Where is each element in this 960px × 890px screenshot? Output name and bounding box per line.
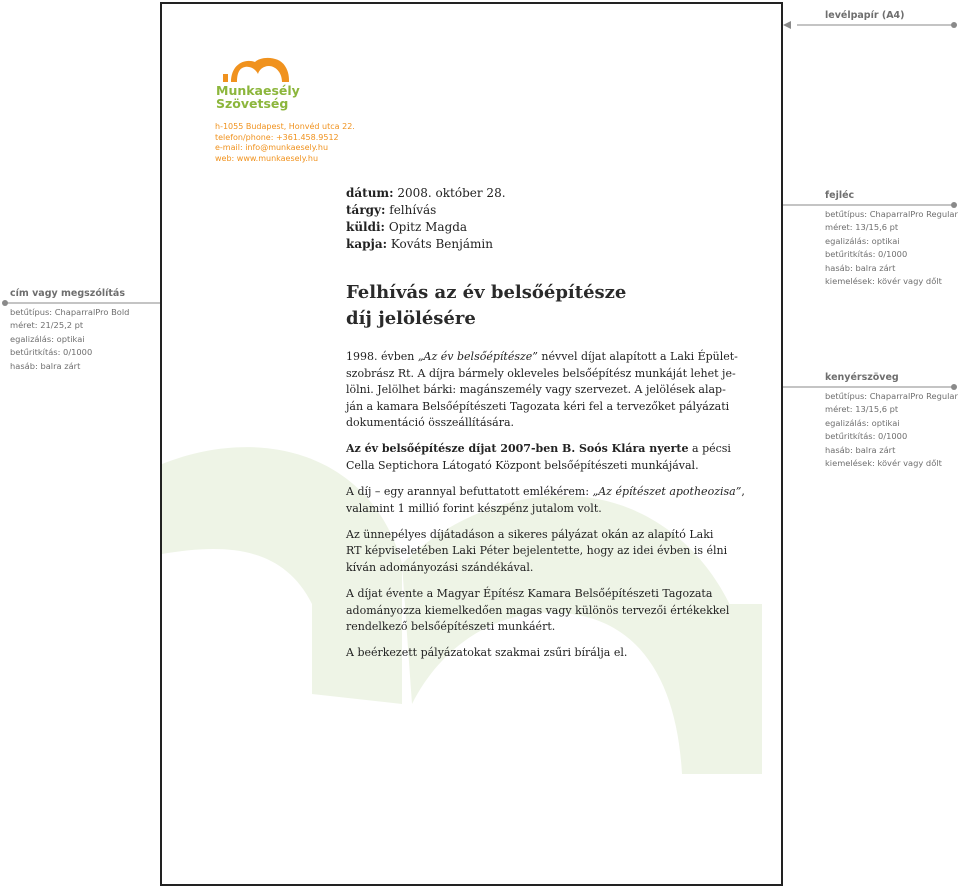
title-spec-details: betűtípus: ChaparralPro Bold méret: 21/25,2 pt egalizálás: optikai betűritkítás: 0/1000 hasáb: balra zárt (10, 307, 130, 371)
header-sender: küldi: Opitz Magda (346, 220, 468, 234)
contact-web: web: www.munkaesely.hu (215, 153, 319, 163)
a4-letter-page (160, 2, 783, 886)
body-paragraph-6: A beérkezett pályázatokat szakmai zsűri bírálja el. (346, 646, 628, 660)
title-spec-heading: cím vagy megszólítás (10, 288, 125, 299)
paper-size-label: levélpapír (A4) (825, 10, 905, 21)
contact-email: e-mail: info@munkaesely.hu (215, 143, 329, 152)
body-spec-heading: kenyérszöveg (825, 372, 899, 383)
logo-wordmark (216, 84, 300, 110)
letter-body (346, 349, 746, 672)
body-paragraph-3: A díj – egy arannyal befuttatott emlékérem: „Az építészet apotheozisa”, valamint 1 millió forint készpénz jutalom volt. (346, 485, 745, 515)
logo-line-1: Munkaesély (216, 83, 300, 98)
body-paragraph-5: A díjat évente a Magyar Építész Kamara Belsőépítészeti Tagozata adományozza kiemelkedően magas vagy különös tervezői értékekkel rendelkező belsőépítészeti munkáért. (346, 587, 730, 634)
contact-phone: telefon/phone: +361.458.9512 (215, 132, 339, 142)
letter-header (346, 185, 506, 253)
body-paragraph-4: Az ünnepélyes díjátadáson a sikeres pályázat okán az alapító Laki RT képviseletében Laki Péter bejelentette, hogy az idei évben is élni kíván adományozási szándékával. (346, 527, 728, 575)
header-spec-details: betűtípus: ChaparralPro Regular méret: 13/15,6 pt egalizálás: optikai betűritkítás: 0/1000 hasáb: balra zárt kiemelések: kövér vagy dőlt (825, 209, 958, 287)
logo-line-2: Szövetség (216, 96, 289, 111)
body-paragraph-2: Az év belsőépítésze díjat 2007-ben B. Soós Klára nyerte a pécsi Cella Septichora Látogató Központ belsőépítészeti munkájával. (346, 442, 731, 473)
letter-title: Felhívás az év belsőépítésze díj jelölésére (346, 282, 627, 329)
header-recipient: kapja: Kováts Benjámin (346, 237, 493, 251)
header-subject: tárgy: felhívás (346, 203, 437, 217)
body-paragraph-1: 1998. évben „Az év belsőépítésze” névvel díjat alapított a Laki Épület- szobrász Rt. A díjra bármely okleveles belsőépítész munkáját lehet je- lölni. Jelölhet bárki: magánszemély vagy szervezet. A jelölések alap- ján a kamara Belsőépítészeti Tagozata kéri fel a tervezőket pályázati dokumentáció összeállítására. (346, 350, 738, 430)
header-date: dátum: 2008. október 28. (346, 186, 506, 200)
contact-block (215, 122, 355, 164)
header-spec-heading: fejléc (825, 190, 855, 201)
contact-address: h-1055 Budapest, Honvéd utca 22. (215, 122, 355, 131)
body-spec-details: betűtípus: ChaparralPro Regular méret: 13/15,6 pt egalizálás: optikai betűritkítás: 0/1000 hasáb: balra zárt kiemelések: kövér vagy dőlt (825, 391, 958, 469)
